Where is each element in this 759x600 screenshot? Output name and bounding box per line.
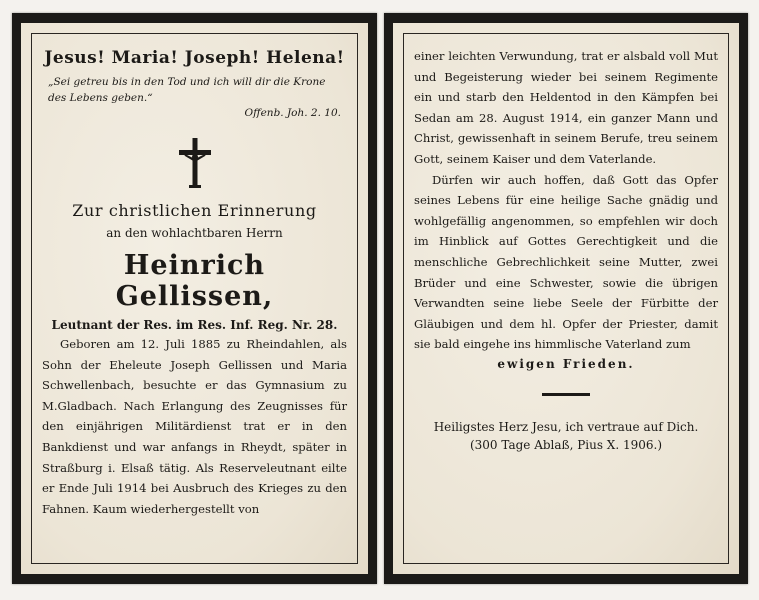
prayer-line: Heiligstes Herz Jesu, ich vertraue auf Dich. [433,419,699,434]
right-frame [403,33,729,564]
right-content [414,46,718,555]
left-frame [31,33,358,564]
right-card [384,13,748,584]
left-paper [21,23,368,574]
divider [542,393,590,396]
crucifix-icon [42,135,347,191]
right-paper [393,23,739,574]
left-card [12,13,377,584]
invocation: Jesus! Maria! Joseph! Helena! [44,48,345,68]
deceased-name: Heinrich Gellissen, [115,250,274,312]
dedication: an den wohlachtbaren Herrn [106,226,283,240]
indulgence-note: (300 Tage Ablaß, Pius X. 1906.) [469,437,663,452]
death-account: einer leichten Verwundung, trat er alsbald voll Mut und Begeisterung wieder bei seinem Regimente ein und starb den Heldentod in den Kämpfen bei Sedan am 28. August 1914, ein ganzer Mann und Christ, gewissenhaft in seinem Berufe, treu seinem Gott, seinem Kaiser und dem Vaterlande. [414,49,718,166]
bible-quote: „Sei getreu bis in den Tod und ich will dir die Krone des Lebens geben.“ [48,76,326,104]
intercession-paragraph: Dürfen wir auch hoffen, daß Gott das Opfer seines Lebens für eine heilige Sache gnädig und wohlgefällig angenommen, so empfehlen wir doch im Hinblick auf Gottes Gerechtigkeit und die menschliche Gebrechlichkeit seine Mutter, zwei Brüder und eine Schwester, sowie die übrigen Verwandten seine liebe Seele der Fürbitte der Gläubigen und dem hl. Opfer der Priester, damit sie bald eingehe ins himmlische Vaterland zum [414,172,718,352]
biography: Geboren am 12. Juli 1885 zu Rheindahlen, als Sohn der Eheleute Joseph Gellissen und Maria Schwellenbach, besuchte er das Gymnasium zu M.Gladbach. Nach Erlangung des Zeugnisses für den einjährigen Militärdienst trat er in den Bankdienst und war anfangs in Rheydt, später in Straßburg i. Elsaß tätig. Als Reserveleutnant eilte er Ende Juli 1914 bei Ausbruch des Krieges zu den Fahnen. Kaum wiederhergestellt von [42,337,347,516]
eternal-peace: ewigen Frieden. [497,356,635,371]
military-rank: Leutnant der Res. im Res. Inf. Reg. Nr. 28. [51,318,338,332]
quote-reference: Offenb. Joh. 2. 10. [244,107,341,119]
remembrance-heading: Zur christlichen Erinnerung [72,201,317,220]
left-content [42,46,347,555]
